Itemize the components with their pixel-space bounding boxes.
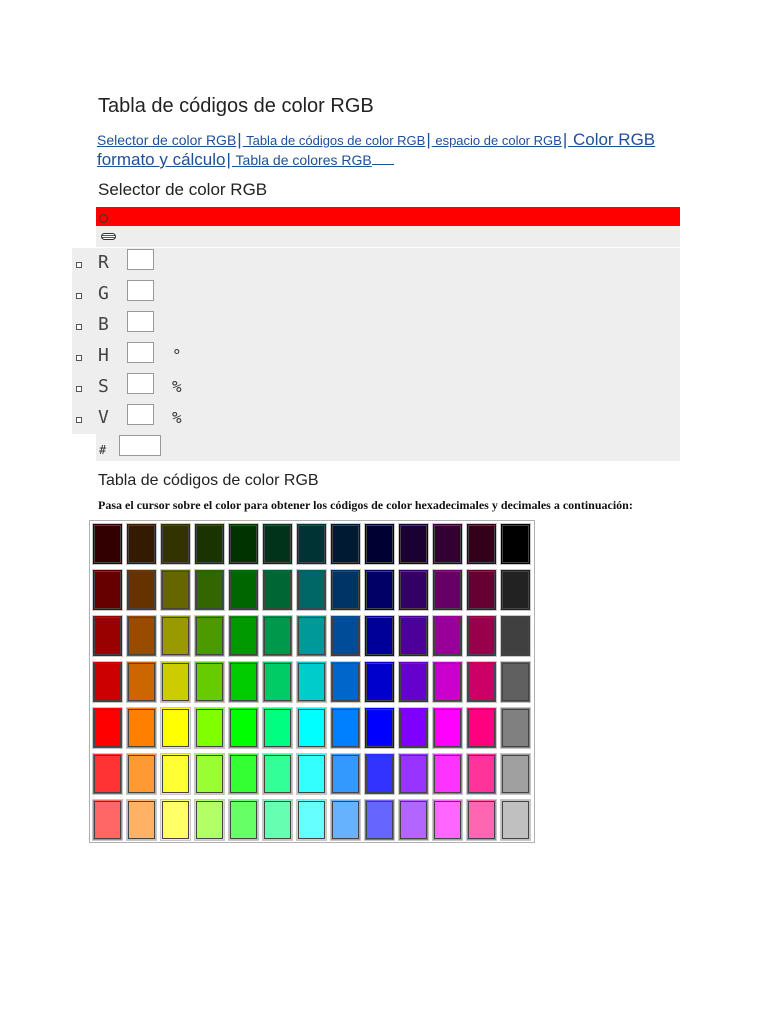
channel-label: V: [98, 407, 109, 428]
color-swatch[interactable]: [398, 799, 429, 841]
color-swatch[interactable]: [364, 753, 395, 795]
color-table-title: Tabla de códigos de color RGB: [98, 472, 319, 489]
color-swatch[interactable]: [160, 753, 191, 795]
color-swatch[interactable]: [466, 799, 497, 841]
color-swatch[interactable]: [330, 523, 361, 565]
color-swatch-grid: [89, 520, 535, 843]
color-swatch[interactable]: [126, 661, 157, 703]
color-table-instructions: Pasa el cursor sobre el color para obtener los códigos de color hexadecimales y decimales a continuación:: [98, 498, 633, 512]
color-swatch[interactable]: [296, 523, 327, 565]
color-swatch[interactable]: [466, 661, 497, 703]
channel-unit: %: [172, 408, 182, 427]
color-swatch[interactable]: [364, 569, 395, 611]
color-swatch[interactable]: [228, 615, 259, 657]
channel-row-h: [72, 341, 680, 372]
color-swatch[interactable]: [364, 661, 395, 703]
color-swatch[interactable]: [398, 569, 429, 611]
channel-label: B: [98, 314, 109, 335]
color-swatch[interactable]: [296, 753, 327, 795]
channel-input-s[interactable]: [127, 373, 154, 394]
channel-panel: [72, 248, 680, 434]
color-swatch[interactable]: [194, 753, 225, 795]
link-tabla-de-colores[interactable]: Tabla de colores RGB: [231, 152, 372, 168]
channel-input-b[interactable]: [127, 311, 154, 332]
color-swatch[interactable]: [92, 569, 123, 611]
color-swatch[interactable]: [432, 661, 463, 703]
color-swatch[interactable]: [500, 753, 531, 795]
color-swatch[interactable]: [330, 615, 361, 657]
channel-unit: %: [172, 377, 182, 396]
color-swatch[interactable]: [228, 569, 259, 611]
color-swatch[interactable]: [126, 615, 157, 657]
color-swatch[interactable]: [194, 707, 225, 749]
color-swatch[interactable]: [160, 661, 191, 703]
link-separator: |: [237, 130, 242, 149]
radio-s[interactable]: [76, 386, 82, 392]
color-swatch[interactable]: [194, 615, 225, 657]
channel-label: G: [98, 283, 109, 304]
channel-row-v: [72, 403, 680, 434]
color-swatch[interactable]: [262, 753, 293, 795]
color-swatch[interactable]: [500, 661, 531, 703]
color-swatch[interactable]: [432, 615, 463, 657]
channel-input-v[interactable]: [127, 404, 154, 425]
color-swatch[interactable]: [262, 615, 293, 657]
hue-slider-handle-icon[interactable]: [101, 233, 116, 240]
channel-row-r: [72, 248, 680, 279]
color-swatch[interactable]: [296, 569, 327, 611]
color-swatch[interactable]: [364, 799, 395, 841]
link-separator: |: [226, 150, 231, 169]
color-swatch[interactable]: [500, 615, 531, 657]
color-swatch[interactable]: [466, 707, 497, 749]
color-swatch[interactable]: [194, 661, 225, 703]
color-swatch[interactable]: [296, 661, 327, 703]
link-selector-de-color[interactable]: Selector de color RGB: [97, 132, 237, 148]
color-swatch[interactable]: [330, 707, 361, 749]
color-swatch[interactable]: [330, 753, 361, 795]
color-swatch[interactable]: [126, 707, 157, 749]
color-swatch[interactable]: [432, 523, 463, 565]
color-swatch[interactable]: [262, 799, 293, 841]
color-swatch[interactable]: [466, 615, 497, 657]
color-swatch[interactable]: [398, 523, 429, 565]
color-swatch[interactable]: [432, 753, 463, 795]
color-swatch[interactable]: [92, 615, 123, 657]
radio-v[interactable]: [76, 417, 82, 423]
color-swatch[interactable]: [228, 799, 259, 841]
channel-label: H: [98, 345, 109, 366]
color-swatch[interactable]: [296, 615, 327, 657]
color-swatch[interactable]: [296, 799, 327, 841]
channel-label: R: [98, 252, 109, 273]
color-swatch[interactable]: [194, 569, 225, 611]
color-swatch[interactable]: [262, 523, 293, 565]
color-swatch[interactable]: [160, 523, 191, 565]
color-swatch[interactable]: [228, 661, 259, 703]
color-swatch[interactable]: [466, 569, 497, 611]
channel-row-g: [72, 279, 680, 310]
selector-title: Selector de color RGB: [98, 180, 268, 199]
color-swatch[interactable]: [500, 799, 531, 841]
link-color-rgb-formato[interactable]: Color RGB formato y cálculo: [97, 130, 656, 169]
color-swatch[interactable]: [92, 523, 123, 565]
color-swatch[interactable]: [364, 707, 395, 749]
color-swatch[interactable]: [330, 661, 361, 703]
color-swatch[interactable]: [432, 707, 463, 749]
color-swatch[interactable]: [500, 523, 531, 565]
color-swatch[interactable]: [398, 753, 429, 795]
color-swatch[interactable]: [296, 707, 327, 749]
link-underline-pad: [372, 150, 394, 165]
hex-row: [96, 434, 680, 461]
color-swatch[interactable]: [262, 569, 293, 611]
link-separator: |: [426, 130, 431, 149]
channel-input-h[interactable]: [127, 342, 154, 363]
channel-input-g[interactable]: [127, 280, 154, 301]
channel-row-b: [72, 310, 680, 341]
channel-label: S: [98, 376, 109, 397]
color-swatch[interactable]: [398, 615, 429, 657]
hue-slider-row[interactable]: [96, 226, 680, 247]
color-swatch[interactable]: [466, 523, 497, 565]
page-title: Tabla de códigos de color RGB: [98, 95, 374, 117]
color-swatch[interactable]: [160, 799, 191, 841]
channel-unit: °: [172, 346, 182, 365]
radio-g[interactable]: [76, 293, 82, 299]
picker-cursor-icon[interactable]: [99, 214, 108, 223]
color-swatch[interactable]: [126, 569, 157, 611]
color-swatch[interactable]: [160, 707, 191, 749]
color-swatch[interactable]: [92, 799, 123, 841]
color-swatch[interactable]: [364, 523, 395, 565]
radio-h[interactable]: [76, 355, 82, 361]
color-swatch[interactable]: [398, 661, 429, 703]
color-swatch[interactable]: [194, 523, 225, 565]
link-tabla-de-codigos[interactable]: Tabla de códigos de color RGB: [242, 133, 426, 148]
hex-label: #: [99, 443, 107, 457]
link-separator: |: [562, 130, 568, 149]
channel-input-r[interactable]: [127, 249, 154, 270]
link-espacio-de-color[interactable]: espacio de color RGB: [431, 133, 562, 148]
channel-row-s: [72, 372, 680, 403]
color-swatch[interactable]: [228, 523, 259, 565]
color-swatch[interactable]: [160, 615, 191, 657]
color-swatch[interactable]: [194, 799, 225, 841]
color-swatch[interactable]: [160, 569, 191, 611]
hex-input[interactable]: [119, 435, 161, 456]
nav-links: [97, 130, 687, 170]
color-swatch[interactable]: [364, 615, 395, 657]
color-swatch[interactable]: [500, 569, 531, 611]
color-swatch[interactable]: [262, 707, 293, 749]
color-swatch[interactable]: [126, 753, 157, 795]
color-swatch[interactable]: [262, 661, 293, 703]
color-swatch[interactable]: [466, 753, 497, 795]
color-swatch[interactable]: [330, 569, 361, 611]
color-preview-bar[interactable]: [96, 207, 680, 226]
color-swatch[interactable]: [92, 707, 123, 749]
color-swatch[interactable]: [126, 523, 157, 565]
color-swatch[interactable]: [92, 753, 123, 795]
color-swatch[interactable]: [432, 799, 463, 841]
radio-b[interactable]: [76, 324, 82, 330]
radio-r[interactable]: [76, 262, 82, 268]
color-swatch[interactable]: [330, 799, 361, 841]
color-swatch[interactable]: [92, 661, 123, 703]
color-swatch[interactable]: [126, 799, 157, 841]
color-swatch[interactable]: [228, 707, 259, 749]
color-swatch[interactable]: [432, 569, 463, 611]
color-swatch[interactable]: [398, 707, 429, 749]
color-swatch[interactable]: [228, 753, 259, 795]
color-swatch[interactable]: [500, 707, 531, 749]
